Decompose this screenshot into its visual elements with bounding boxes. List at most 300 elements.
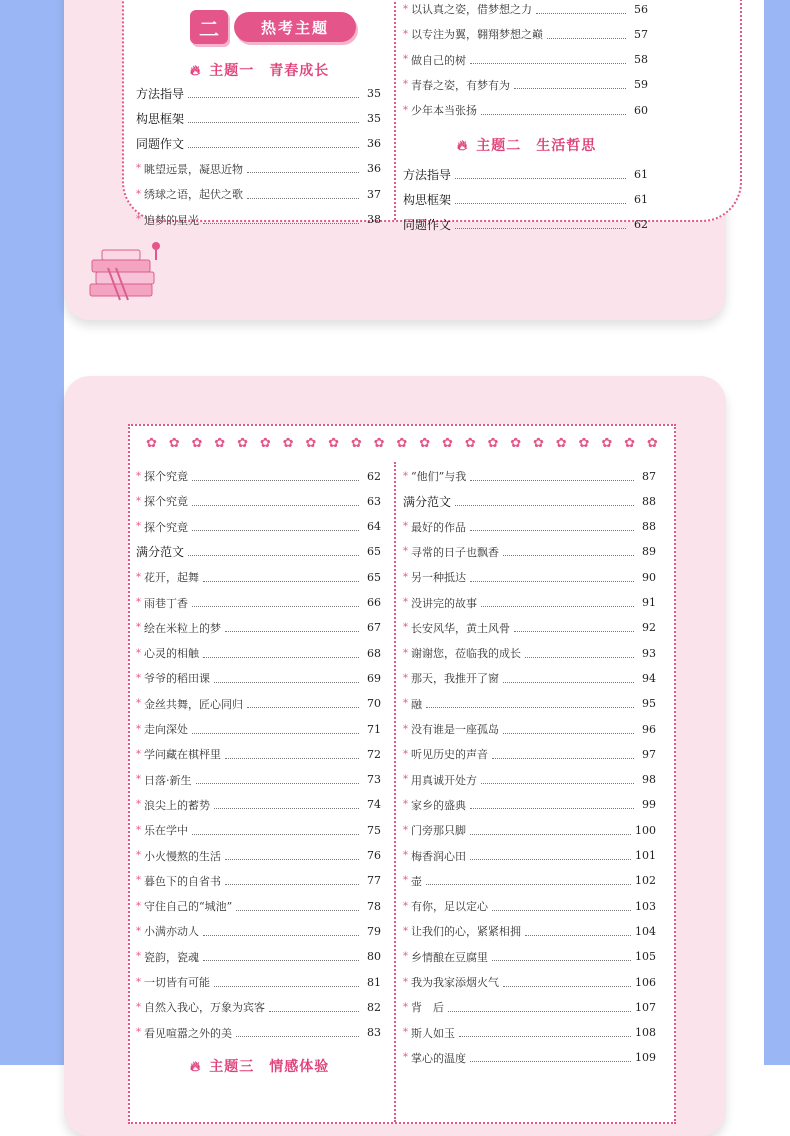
toc-entry[interactable] xyxy=(136,160,381,178)
toc-entry-title: 一切皆有可能 xyxy=(144,976,210,989)
toc-entry-page: 82 xyxy=(367,1000,381,1014)
toc-entry-page: 88 xyxy=(642,520,656,534)
toc-entry-page: 63 xyxy=(367,494,381,508)
right-blue-margin xyxy=(764,0,790,1065)
toc-entry[interactable] xyxy=(136,644,381,662)
toc-entry-page: 89 xyxy=(642,545,656,559)
bullet-star-icon: * xyxy=(403,1001,408,1013)
bullet-star-icon: * xyxy=(136,824,141,836)
bullet-star-icon: * xyxy=(136,647,141,659)
toc-entry[interactable] xyxy=(403,771,656,789)
toc-entry-title: 金丝共舞，匠心同归 xyxy=(144,697,243,711)
toc-entry-page: 95 xyxy=(642,697,656,711)
toc-entry[interactable] xyxy=(403,745,656,763)
toc-entry-page: 79 xyxy=(367,924,381,938)
toc-entry-page: 98 xyxy=(642,773,656,787)
toc-entry-title: 雨巷丁香 xyxy=(144,596,188,610)
leader-dots xyxy=(470,1053,631,1062)
toc-entry[interactable] xyxy=(403,0,648,18)
leader-dots xyxy=(492,750,634,759)
toc-entry[interactable] xyxy=(136,492,381,510)
flower-icon: ✿ xyxy=(259,436,271,451)
bullet-star-icon: * xyxy=(136,900,141,912)
toc-entry-page: 88 xyxy=(642,494,656,508)
toc-entry-page: 65 xyxy=(367,545,381,559)
toc-entry-page: 76 xyxy=(367,849,381,862)
toc-entry-title: 另一种抵达 xyxy=(411,571,466,585)
toc-entry-title: 背 后 xyxy=(411,1001,444,1015)
toc-entry-title: 没讲完的故事 xyxy=(411,596,477,610)
toc-entry[interactable] xyxy=(403,568,656,586)
leader-dots xyxy=(470,573,634,582)
bullet-star-icon: * xyxy=(403,774,408,786)
leader-dots xyxy=(192,725,359,734)
bullet-star-icon: * xyxy=(136,976,141,988)
flower-icon: ✿ xyxy=(646,436,658,451)
toc-entry-title: 我为我家添烟火气 xyxy=(411,976,499,989)
toc-entry-page: 80 xyxy=(367,950,381,964)
toc-entry[interactable] xyxy=(403,720,656,738)
leader-dots xyxy=(547,30,626,39)
toc-entry-page: 81 xyxy=(367,975,381,989)
leader-dots xyxy=(470,55,626,64)
toc-entry-title: 让我们的心，紧紧相拥 xyxy=(411,925,521,939)
flower-icon: ✿ xyxy=(533,436,544,451)
bullet-star-icon: * xyxy=(136,163,141,175)
toc-entry-page: 62 xyxy=(367,469,381,483)
toc-card-bottom xyxy=(64,376,726,1136)
toc-entry-page: 38 xyxy=(367,213,381,226)
toc-entry[interactable] xyxy=(136,948,381,966)
bullet-star-icon: * xyxy=(403,951,408,963)
toc-entry-page: 58 xyxy=(634,53,648,67)
bullet-star-icon: * xyxy=(136,951,141,963)
toc-entry-title: 融 xyxy=(411,697,422,711)
toc-entry-page: 71 xyxy=(367,722,381,736)
bullet-star-icon: * xyxy=(136,698,141,710)
toc-entry-title: 以认真之姿，借梦想之力 xyxy=(411,3,532,16)
toc-entry-page: 91 xyxy=(642,596,656,609)
column-divider xyxy=(394,462,396,1122)
toc-entry[interactable] xyxy=(136,695,381,713)
toc-entry-page: 61 xyxy=(634,192,648,206)
toc-entry[interactable] xyxy=(403,973,656,991)
toc-entry[interactable] xyxy=(403,948,656,966)
toc-entry[interactable] xyxy=(403,1024,656,1042)
toc-entry-title: 掌心的温度 xyxy=(411,1051,466,1065)
toc-entry[interactable] xyxy=(136,796,381,814)
theme-heading-label: 主题二 生活哲思 xyxy=(476,137,597,153)
toc-entry-page: 62 xyxy=(634,218,648,232)
toc-entry-title: 最好的作品 xyxy=(411,520,466,534)
bullet-star-icon: * xyxy=(136,1027,141,1039)
flower-icon: ✿ xyxy=(146,436,157,451)
toc-entry-title: 寻常的日子也飘香 xyxy=(411,545,499,559)
flower-border xyxy=(146,436,658,452)
toc-entry-title: 探个究竟 xyxy=(144,470,188,483)
flower-icon: ✿ xyxy=(441,436,453,451)
bullet-star-icon: * xyxy=(136,495,141,507)
toc-entry[interactable] xyxy=(136,973,381,991)
flower-icon: ✿ xyxy=(396,436,408,451)
toc-entry[interactable] xyxy=(403,190,648,208)
toc-entry-title: 心灵的相触 xyxy=(144,647,199,661)
toc-entry[interactable] xyxy=(403,998,656,1016)
bullet-star-icon: * xyxy=(403,470,408,482)
flower-icon: ✿ xyxy=(237,436,248,451)
toc-entry-page: 102 xyxy=(635,874,656,888)
bullet-star-icon: * xyxy=(403,698,408,710)
toc-entry-title: 日落·新生 xyxy=(144,773,192,787)
toc-entry-title: 浪尖上的蓄势 xyxy=(144,798,210,812)
flower-icon: ✿ xyxy=(419,436,431,451)
bullet-star-icon: * xyxy=(403,571,408,583)
bullet-star-icon: * xyxy=(136,1001,141,1013)
leader-dots xyxy=(470,826,631,835)
toc-entry-title: 方法指导 xyxy=(136,86,185,101)
leader-dots xyxy=(203,649,359,658)
toc-entry-title: 暮色下的自省书 xyxy=(144,874,221,888)
leader-dots xyxy=(426,876,631,885)
toc-entry-title: 同题作文 xyxy=(403,218,452,233)
theme-heading-label: 主题一 青春成长 xyxy=(209,62,330,78)
leader-dots xyxy=(269,1003,359,1012)
leader-dots xyxy=(236,902,359,911)
leader-dots xyxy=(192,472,359,481)
toc-entry-title: 乐在学中 xyxy=(144,824,188,838)
flame-icon: 🔥︎ xyxy=(457,136,469,153)
toc-entry-page: 36 xyxy=(367,162,381,176)
leader-dots xyxy=(514,80,626,89)
toc-entry[interactable] xyxy=(136,872,381,890)
flower-icon: ✿ xyxy=(510,436,522,451)
leader-dots xyxy=(455,497,634,506)
toc-entry-title: 爷爷的稻田课 xyxy=(144,672,210,686)
left-blue-margin xyxy=(0,0,64,1065)
bullet-star-icon: * xyxy=(136,925,141,937)
bullet-star-icon: * xyxy=(403,104,408,116)
toc-entry[interactable] xyxy=(403,872,656,890)
toc-entry[interactable] xyxy=(403,619,656,637)
leader-dots xyxy=(188,89,359,98)
toc-entry-page: 105 xyxy=(635,950,656,964)
leader-dots xyxy=(203,927,359,936)
toc-entry[interactable] xyxy=(403,669,656,687)
toc-entry[interactable] xyxy=(403,165,648,183)
toc-entry-title: 少年本当张扬 xyxy=(411,104,477,118)
bullet-star-icon: * xyxy=(403,28,408,40)
flower-icon: ✿ xyxy=(350,436,362,451)
toc-entry-page: 106 xyxy=(635,975,656,989)
toc-entry-title: 以专注为翼，翱翔梦想之巅 xyxy=(411,28,543,42)
toc-entry[interactable] xyxy=(403,25,648,43)
toc-entry[interactable] xyxy=(136,922,381,940)
toc-entry[interactable] xyxy=(403,101,648,119)
leader-dots xyxy=(470,851,631,860)
toc-entry-page: 108 xyxy=(635,1026,656,1040)
leader-dots xyxy=(470,522,634,531)
toc-entry-title: 构思框架 xyxy=(403,192,452,207)
toc-entry-title: 探个究竟 xyxy=(144,495,188,509)
flower-icon: ✿ xyxy=(168,436,180,451)
leader-dots xyxy=(214,978,359,987)
bullet-star-icon: * xyxy=(403,79,408,91)
toc-entry-title: 守住自己的“城池” xyxy=(144,900,233,914)
bullet-star-icon: * xyxy=(403,54,408,66)
toc-entry-page: 35 xyxy=(367,111,381,125)
bullet-star-icon: * xyxy=(136,521,141,533)
bullet-star-icon: * xyxy=(136,748,141,760)
leader-dots xyxy=(459,1028,631,1037)
toc-entry[interactable] xyxy=(136,669,381,687)
toc-entry[interactable] xyxy=(403,897,656,915)
bullet-star-icon: * xyxy=(403,925,408,937)
toc-entry-page: 96 xyxy=(642,722,656,736)
toc-entry-title: 听见历史的声音 xyxy=(411,748,488,762)
toc-entry[interactable] xyxy=(136,897,381,915)
leader-dots xyxy=(214,674,359,683)
bullet-star-icon: * xyxy=(403,850,408,861)
flower-icon: ✿ xyxy=(487,436,499,451)
toc-entry[interactable] xyxy=(403,216,648,234)
toc-entry-page: 100 xyxy=(635,823,656,837)
theme-heading-3 xyxy=(190,1056,329,1076)
toc-entry[interactable] xyxy=(403,644,656,662)
toc-entry[interactable] xyxy=(136,568,381,586)
leader-dots xyxy=(203,215,359,224)
bullet-star-icon: * xyxy=(136,571,141,583)
toc-entry-page: 78 xyxy=(367,899,381,913)
bullet-star-icon: * xyxy=(136,875,141,887)
bullet-star-icon: * xyxy=(136,188,141,200)
toc-entry[interactable] xyxy=(136,1024,381,1042)
leader-dots xyxy=(503,674,634,683)
flower-icon: ✿ xyxy=(373,436,385,451)
bullet-star-icon: * xyxy=(403,521,408,533)
toc-entry-title: 看见喧嚣之外的美 xyxy=(144,1026,232,1040)
bullet-star-icon: * xyxy=(136,470,141,482)
toc-entry[interactable] xyxy=(136,821,381,839)
toc-entry-title: 追梦的星光 xyxy=(144,213,199,227)
toc-entry-title: 长安风华，黄土风骨 xyxy=(411,621,510,635)
toc-entry[interactable] xyxy=(403,467,656,485)
bullet-star-icon: * xyxy=(403,546,408,558)
toc-entry-title: 壶 xyxy=(411,874,422,888)
toc-entry-title: 门旁那只脚 xyxy=(411,824,466,838)
toc-entry-page: 61 xyxy=(634,167,648,181)
bullet-star-icon: * xyxy=(136,799,141,811)
toc-entry-page: 59 xyxy=(634,78,648,92)
toc-entry[interactable] xyxy=(136,745,381,763)
toc-entry-page: 35 xyxy=(367,86,381,100)
flame-icon: 🔥︎ xyxy=(190,1057,202,1074)
leader-dots xyxy=(481,598,634,607)
toc-entry[interactable] xyxy=(403,695,656,713)
toc-entry-title: 满分范文 xyxy=(136,545,185,560)
leader-dots xyxy=(448,1003,631,1012)
toc-entry[interactable] xyxy=(136,720,381,738)
section-number: 二 xyxy=(190,10,228,44)
toc-entry[interactable] xyxy=(136,135,381,153)
toc-entry-title: 梅香润心田 xyxy=(411,849,466,863)
toc-entry-title: 小满亦动人 xyxy=(144,925,199,939)
toc-entry-page: 66 xyxy=(367,596,381,609)
toc-entry-page: 87 xyxy=(642,469,656,483)
toc-entry[interactable] xyxy=(136,619,381,637)
bullet-star-icon: * xyxy=(403,597,408,608)
toc-entry-title: 有你，足以定心 xyxy=(411,900,488,914)
bullet-star-icon: * xyxy=(403,799,408,811)
bullet-star-icon: * xyxy=(403,748,408,760)
toc-entry[interactable] xyxy=(403,543,656,561)
toc-entry-page: 60 xyxy=(634,103,648,117)
bullet-star-icon: * xyxy=(403,672,408,684)
leader-dots xyxy=(188,139,359,148)
toc-entry-page: 74 xyxy=(367,798,381,812)
leader-dots xyxy=(455,195,626,204)
toc-entry[interactable] xyxy=(136,84,381,102)
bullet-star-icon: * xyxy=(403,976,408,988)
toc-entry[interactable] xyxy=(403,51,648,69)
flower-icon: ✿ xyxy=(601,436,613,451)
toc-entry-title: 用真诚开处方 xyxy=(411,773,477,787)
leader-dots xyxy=(225,876,359,885)
toc-entry-page: 107 xyxy=(635,1000,656,1014)
theme-heading-1 xyxy=(190,60,329,80)
leader-dots xyxy=(203,952,359,961)
flower-icon: ✿ xyxy=(624,436,635,451)
leader-dots xyxy=(481,775,634,784)
toc-entry-title: 学问藏在棋枰里 xyxy=(144,748,221,762)
toc-entry[interactable] xyxy=(403,847,656,865)
leader-dots xyxy=(525,649,634,658)
toc-entry-title: 家乡的盛典 xyxy=(411,798,466,812)
toc-entry-page: 104 xyxy=(635,924,656,938)
leader-dots xyxy=(247,699,359,708)
toc-entry-page: 92 xyxy=(642,621,656,635)
leader-dots xyxy=(514,623,634,632)
toc-entry-page: 65 xyxy=(367,570,381,584)
leader-dots xyxy=(492,902,631,911)
toc-entry-title: 没有谁是一座孤岛 xyxy=(411,723,499,736)
toc-entry-title: 绘在米粒上的梦 xyxy=(144,621,221,635)
flower-icon: ✿ xyxy=(328,436,340,451)
toc-entry[interactable] xyxy=(403,796,656,814)
toc-entry-page: 57 xyxy=(634,27,648,41)
bullet-star-icon: * xyxy=(136,672,141,684)
toc-entry-title: 自然入我心，万象为宾客 xyxy=(144,1001,265,1015)
flower-icon: ✿ xyxy=(191,436,203,451)
leader-dots xyxy=(192,522,359,531)
leader-dots xyxy=(470,800,634,809)
toc-entry-page: 72 xyxy=(367,747,381,761)
bullet-star-icon: * xyxy=(403,647,408,659)
leader-dots xyxy=(503,725,634,734)
leader-dots xyxy=(536,5,626,14)
toc-entry[interactable] xyxy=(403,518,656,536)
toc-entry[interactable] xyxy=(136,467,381,485)
leader-dots xyxy=(481,106,626,115)
toc-entry-page: 36 xyxy=(367,137,381,151)
leader-dots xyxy=(492,952,631,961)
flame-icon: 🔥︎ xyxy=(190,61,202,78)
toc-entry-title: 斯人如玉 xyxy=(411,1026,455,1040)
leader-dots xyxy=(214,800,359,809)
toc-entry-title: “他们”与我 xyxy=(411,470,467,483)
leader-dots xyxy=(470,472,634,481)
flower-icon: ✿ xyxy=(555,436,567,451)
leader-dots xyxy=(455,170,626,179)
leader-dots xyxy=(192,598,359,607)
leader-dots xyxy=(225,623,359,632)
toc-entry-page: 94 xyxy=(642,671,656,685)
toc-entry[interactable] xyxy=(136,998,381,1016)
toc-entry-title: 走向深处 xyxy=(144,723,188,736)
toc-entry-page: 77 xyxy=(367,874,381,888)
bullet-star-icon: * xyxy=(403,875,408,887)
toc-entry[interactable] xyxy=(403,821,656,839)
leader-dots xyxy=(192,497,359,506)
leader-dots xyxy=(236,1028,359,1037)
leader-dots xyxy=(247,164,359,173)
toc-entry-title: 那天，我推开了窗 xyxy=(411,672,499,686)
toc-entry-title: 青春之姿，有梦有为 xyxy=(411,78,510,92)
toc-entry-title: 绣球之语，起伏之歌 xyxy=(144,188,243,202)
toc-entry[interactable] xyxy=(403,492,656,510)
leader-dots xyxy=(503,978,631,987)
toc-entry[interactable] xyxy=(136,518,381,536)
toc-entry-page: 70 xyxy=(367,697,381,711)
bullet-star-icon: * xyxy=(136,850,141,861)
books-illustration-icon xyxy=(88,238,170,300)
toc-entry-page: 56 xyxy=(634,2,648,16)
toc-entry[interactable] xyxy=(403,76,648,94)
bullet-star-icon: * xyxy=(403,3,408,15)
toc-entry[interactable] xyxy=(403,1049,656,1067)
toc-entry-page: 37 xyxy=(367,187,381,201)
toc-entry[interactable] xyxy=(403,922,656,940)
toc-entry-title: 花开，起舞 xyxy=(144,571,199,585)
toc-entry[interactable] xyxy=(136,211,381,229)
theme-heading-label: 主题三 情感体验 xyxy=(209,1058,330,1074)
toc-entry-page: 69 xyxy=(367,671,381,685)
flower-icon: ✿ xyxy=(282,436,294,451)
bullet-star-icon: * xyxy=(403,824,408,836)
toc-entry[interactable] xyxy=(403,594,656,612)
toc-entry[interactable] xyxy=(136,109,381,127)
toc-entry-title: 探个究竟 xyxy=(144,520,188,534)
bullet-star-icon: * xyxy=(403,622,408,634)
toc-entry[interactable] xyxy=(136,847,381,865)
bullet-star-icon: * xyxy=(403,723,408,735)
leader-dots xyxy=(188,547,359,556)
toc-entry-page: 99 xyxy=(642,798,656,812)
toc-entry-title: 同题作文 xyxy=(136,137,185,152)
toc-entry[interactable] xyxy=(136,543,381,561)
theme-heading-2 xyxy=(457,135,596,155)
leader-dots xyxy=(247,190,359,199)
toc-entry-page: 83 xyxy=(367,1026,381,1040)
toc-entry[interactable] xyxy=(136,771,381,789)
leader-dots xyxy=(188,114,359,123)
flower-icon: ✿ xyxy=(305,436,317,451)
flower-icon: ✿ xyxy=(464,436,476,451)
toc-entry-page: 97 xyxy=(642,747,656,761)
toc-entry[interactable] xyxy=(136,185,381,203)
bullet-star-icon: * xyxy=(403,900,408,912)
leader-dots xyxy=(525,927,631,936)
toc-entry[interactable] xyxy=(136,594,381,612)
